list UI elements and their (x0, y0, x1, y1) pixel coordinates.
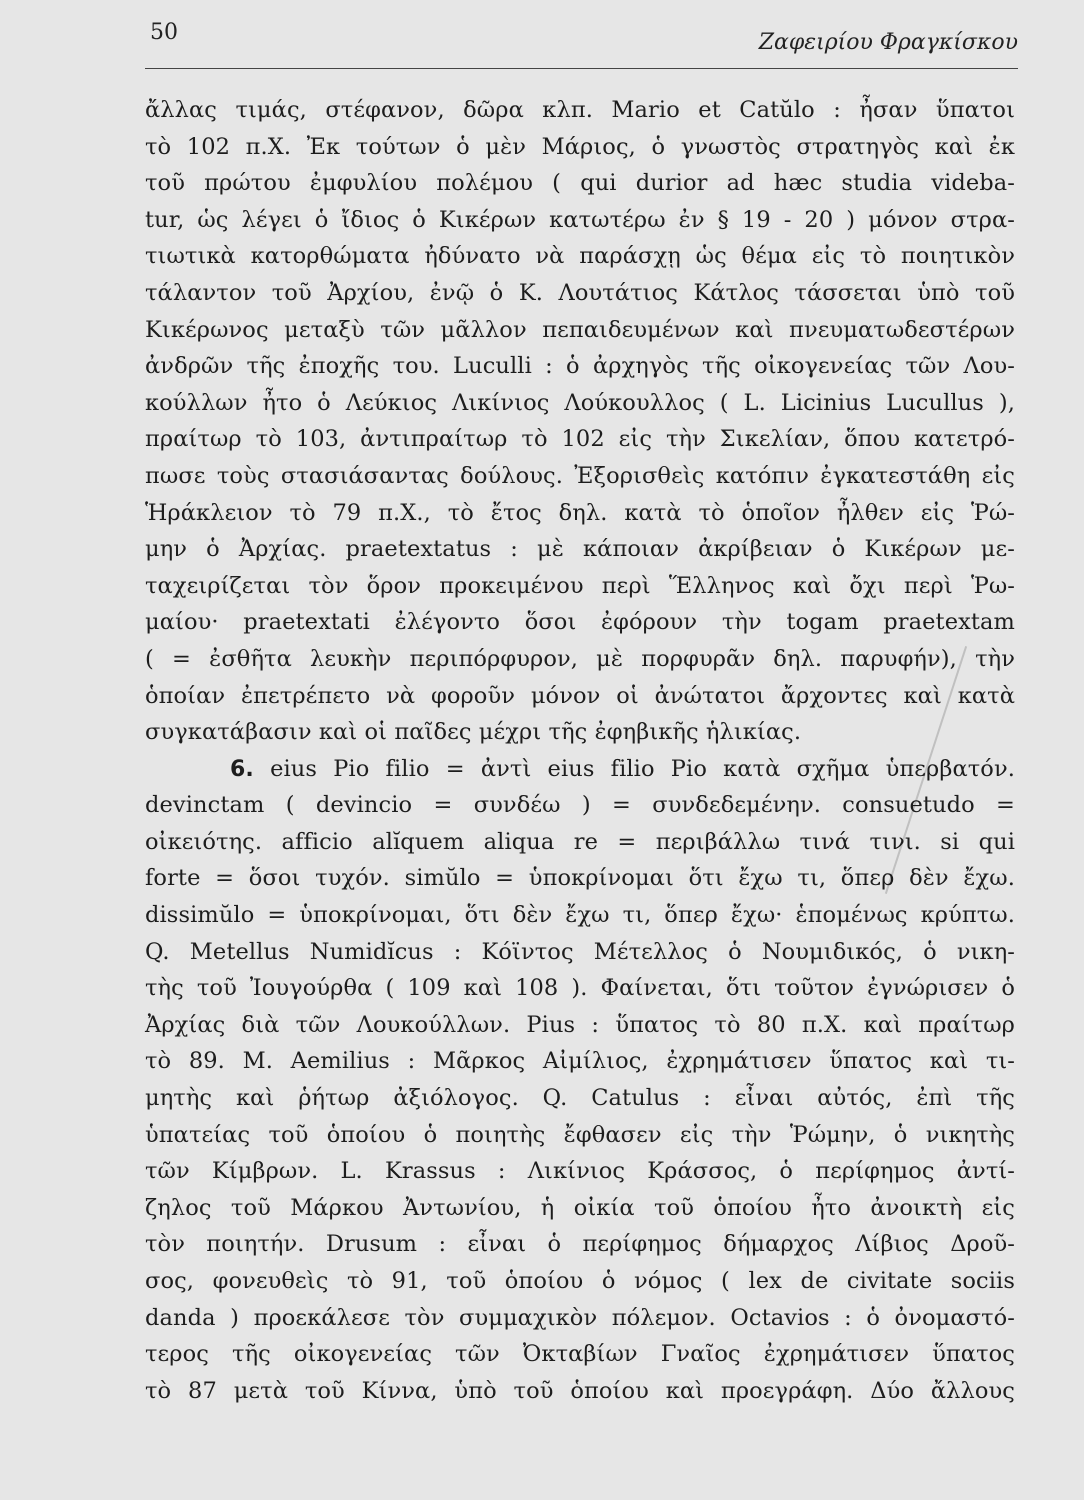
section-6-text: eius Pio filio = ἀντὶ eius filio Pio κατὰ σχῆμα ὑπερβατόν. (270, 755, 1015, 782)
text-line: ( = ἐσθῆτα λευκὴν περιπόρφυρον, μὲ πορφυρᾶν δηλ. παρυφήν), τὴν (145, 645, 1015, 672)
text-line: ἄλλας τιμάς, στέφανον, δῶρα κλπ. Mario et Catŭlo : ἦσαν ὕπατοι (145, 97, 1015, 123)
text-line: Ἡράκλειον τὸ 79 π.Χ., τὸ ἔτος δηλ. κατὰ τὸ ὁποῖον ἦλθεν εἰς Ῥώ- (145, 499, 1015, 526)
text-line: ὑπατείας τοῦ ὁποίου ὁ ποιητὴς ἔφθασεν εἰς τὴν Ῥώμην, ὁ νικητὴς (145, 1121, 1015, 1148)
text-line: μαίου· praetextati ἐλέγοντο ὅσοι ἐφόρουν τὴν togam praetextam (145, 609, 1015, 636)
section-number: 6. (230, 756, 254, 782)
text-line: τὴς τοῦ Ἰουγούρθα ( 109 καὶ 108 ). Φαίνεται, ὅτι τοῦτον ἐγνώρισεν ὁ (145, 975, 1015, 1002)
text-line: forte = ὅσοι τυχόν. simŭlo = ὑποκρίνομαι ὅτι ἔχω τι, ὅπερ δὲν ἔχω. (145, 865, 1015, 892)
text-line: Κικέρωνος μεταξὺ τῶν μᾶλλον πεπαιδευμένων καὶ πνευματωδεστέρων (145, 316, 1015, 343)
text-line: τὸ 102 π.Χ. Ἐκ τούτων ὁ μὲν Μάριος, ὁ γνωστὸς στρατηγὸς καὶ ἐκ (145, 133, 1015, 160)
text-line: dissimŭlo = ὑποκρίνομαι, ὅτι δὲν ἔχω τι, ὅπερ ἔχω· ἑπομένως κρύπτω. (145, 902, 1015, 929)
text-line: τῶν Κίμβρων. L. Krassus : Λικίνιος Κράσσος, ὁ περίφημος ἀντί- (145, 1158, 1015, 1185)
text-line: τοῦ πρώτου ἐμφυλίου πολέμου ( qui durior ad hæc studia videba- (145, 170, 1015, 197)
text-line: τιωτικὰ κατορθώματα ἠδύνατο νὰ παράσχῃ ὡς θέμα εἰς τὸ ποιητικὸν (145, 243, 1015, 270)
text-line: μην ὁ Ἀρχίας. praetextatus : μὲ κάποιαν ἀκρίβειαν ὁ Κικέρων με- (145, 536, 1015, 563)
text-line: μητὴς καὶ ῥήτωρ ἀξιόλογος. Q. Catulus : εἶναι αὐτός, ἐπὶ τῆς (145, 1085, 1015, 1112)
text-line: συγκατάβασιν καὶ οἱ παῖδες μέχρι τῆς ἐφηβικῆς ἡλικίας. (145, 719, 802, 746)
text-line: danda ) προεκάλεσε τὸν συμμαχικὸν πόλεμον. Octavios : ὁ ὀνομαστό- (145, 1304, 1015, 1331)
text-line: Q. Metellus Numidĭcus : Κόϊντος Μέτελλος ὁ Νουμιδικός, ὁ νικη- (145, 938, 1015, 965)
text-line: οἰκειότης. afficio alĭquem aliqua re = περιβάλλω τινά τινι. si qui (145, 828, 1015, 855)
section-6-first-line (145, 751, 1015, 788)
text-line: τὸ 87 μετὰ τοῦ Κίννα, ὑπὸ τοῦ ὁποίου καὶ προεγράφη. Δύο ἄλλους (145, 1377, 1015, 1404)
text-line: πωσε τοὺς στασιάσαντας δούλους. Ἐξορισθεὶς κατόπιν ἐγκατεστάθη εἰς (145, 462, 1015, 489)
page-number: 50 (150, 20, 178, 45)
text-line: ἀνδρῶν τῆς ἐποχῆς του. Luculli : ὁ ἀρχηγὸς τῆς οἰκογενείας τῶν Λου- (145, 353, 1015, 380)
text-line: ζηλος τοῦ Μάρκου Ἀντωνίου, ἡ οἰκία τοῦ ὁποίου ἦτο ἀνοικτὴ εἰς (145, 1194, 1015, 1221)
text-line: τὸ 89. M. Aemilius : Μᾶρκος Αἰμίλιος, ἐχρημάτισεν ὕπατος καὶ τι- (145, 1048, 1015, 1075)
header-rule (145, 68, 1018, 69)
text-line: ταχειρίζεται τὸν ὅρον προκειμένου περὶ Ἕλληνος καὶ ὄχι περὶ Ῥω- (145, 572, 1015, 599)
text-line: σος, φονευθεὶς τὸ 91, τοῦ ὁποίου ὁ νόμος ( lex de civitate sociis (145, 1268, 1015, 1294)
text-line: ὁποίαν ἐπετρέπετο νὰ φοροῦν μόνον οἱ ἀνώτατοι ἄρχοντες καὶ κατὰ (145, 682, 1015, 709)
text-line: devinctam ( devincio = συνδέω ) = συνδεδεμένην. consuetudo = (145, 792, 1015, 819)
text-line: τερος τῆς οἰκογενείας τῶν Ὀκταβίων Γναῖος ἐχρημάτισεν ὕπατος (145, 1341, 1015, 1368)
text-line: Ἀρχίας διὰ τῶν Λουκούλλων. Pius : ὕπατος τὸ 80 π.Χ. καὶ πραίτωρ (145, 1011, 1015, 1038)
text-line: πραίτωρ τὸ 103, ἀντιπραίτωρ τὸ 102 εἰς τὴν Σικελίαν, ὅπου κατετρό- (145, 426, 1015, 453)
text-line: τάλαντον τοῦ Ἀρχίου, ἐνῷ ὁ Κ. Λουτάτιος Κάτλος τάσσεται ὑπὸ τοῦ (145, 279, 1015, 306)
text-line: κούλλων ἦτο ὁ Λεύκιος Λικίνιος Λούκουλλος ( L. Licinius Lucullus ), (145, 389, 1015, 416)
running-head: Ζαφειρίου Φραγκίσκου (758, 30, 1018, 55)
text-line: tur, ὡς λέγει ὁ ἴδιος ὁ Κικέρων κατωτέρω ἐν § 19 - 20 ) μόνον στρα- (145, 206, 1015, 233)
text-line: τὸν ποιητήν. Drusum : εἶναι ὁ περίφημος δήμαρχος Λίβιος Δροῦ- (145, 1231, 1015, 1258)
body-text (145, 92, 1015, 1409)
